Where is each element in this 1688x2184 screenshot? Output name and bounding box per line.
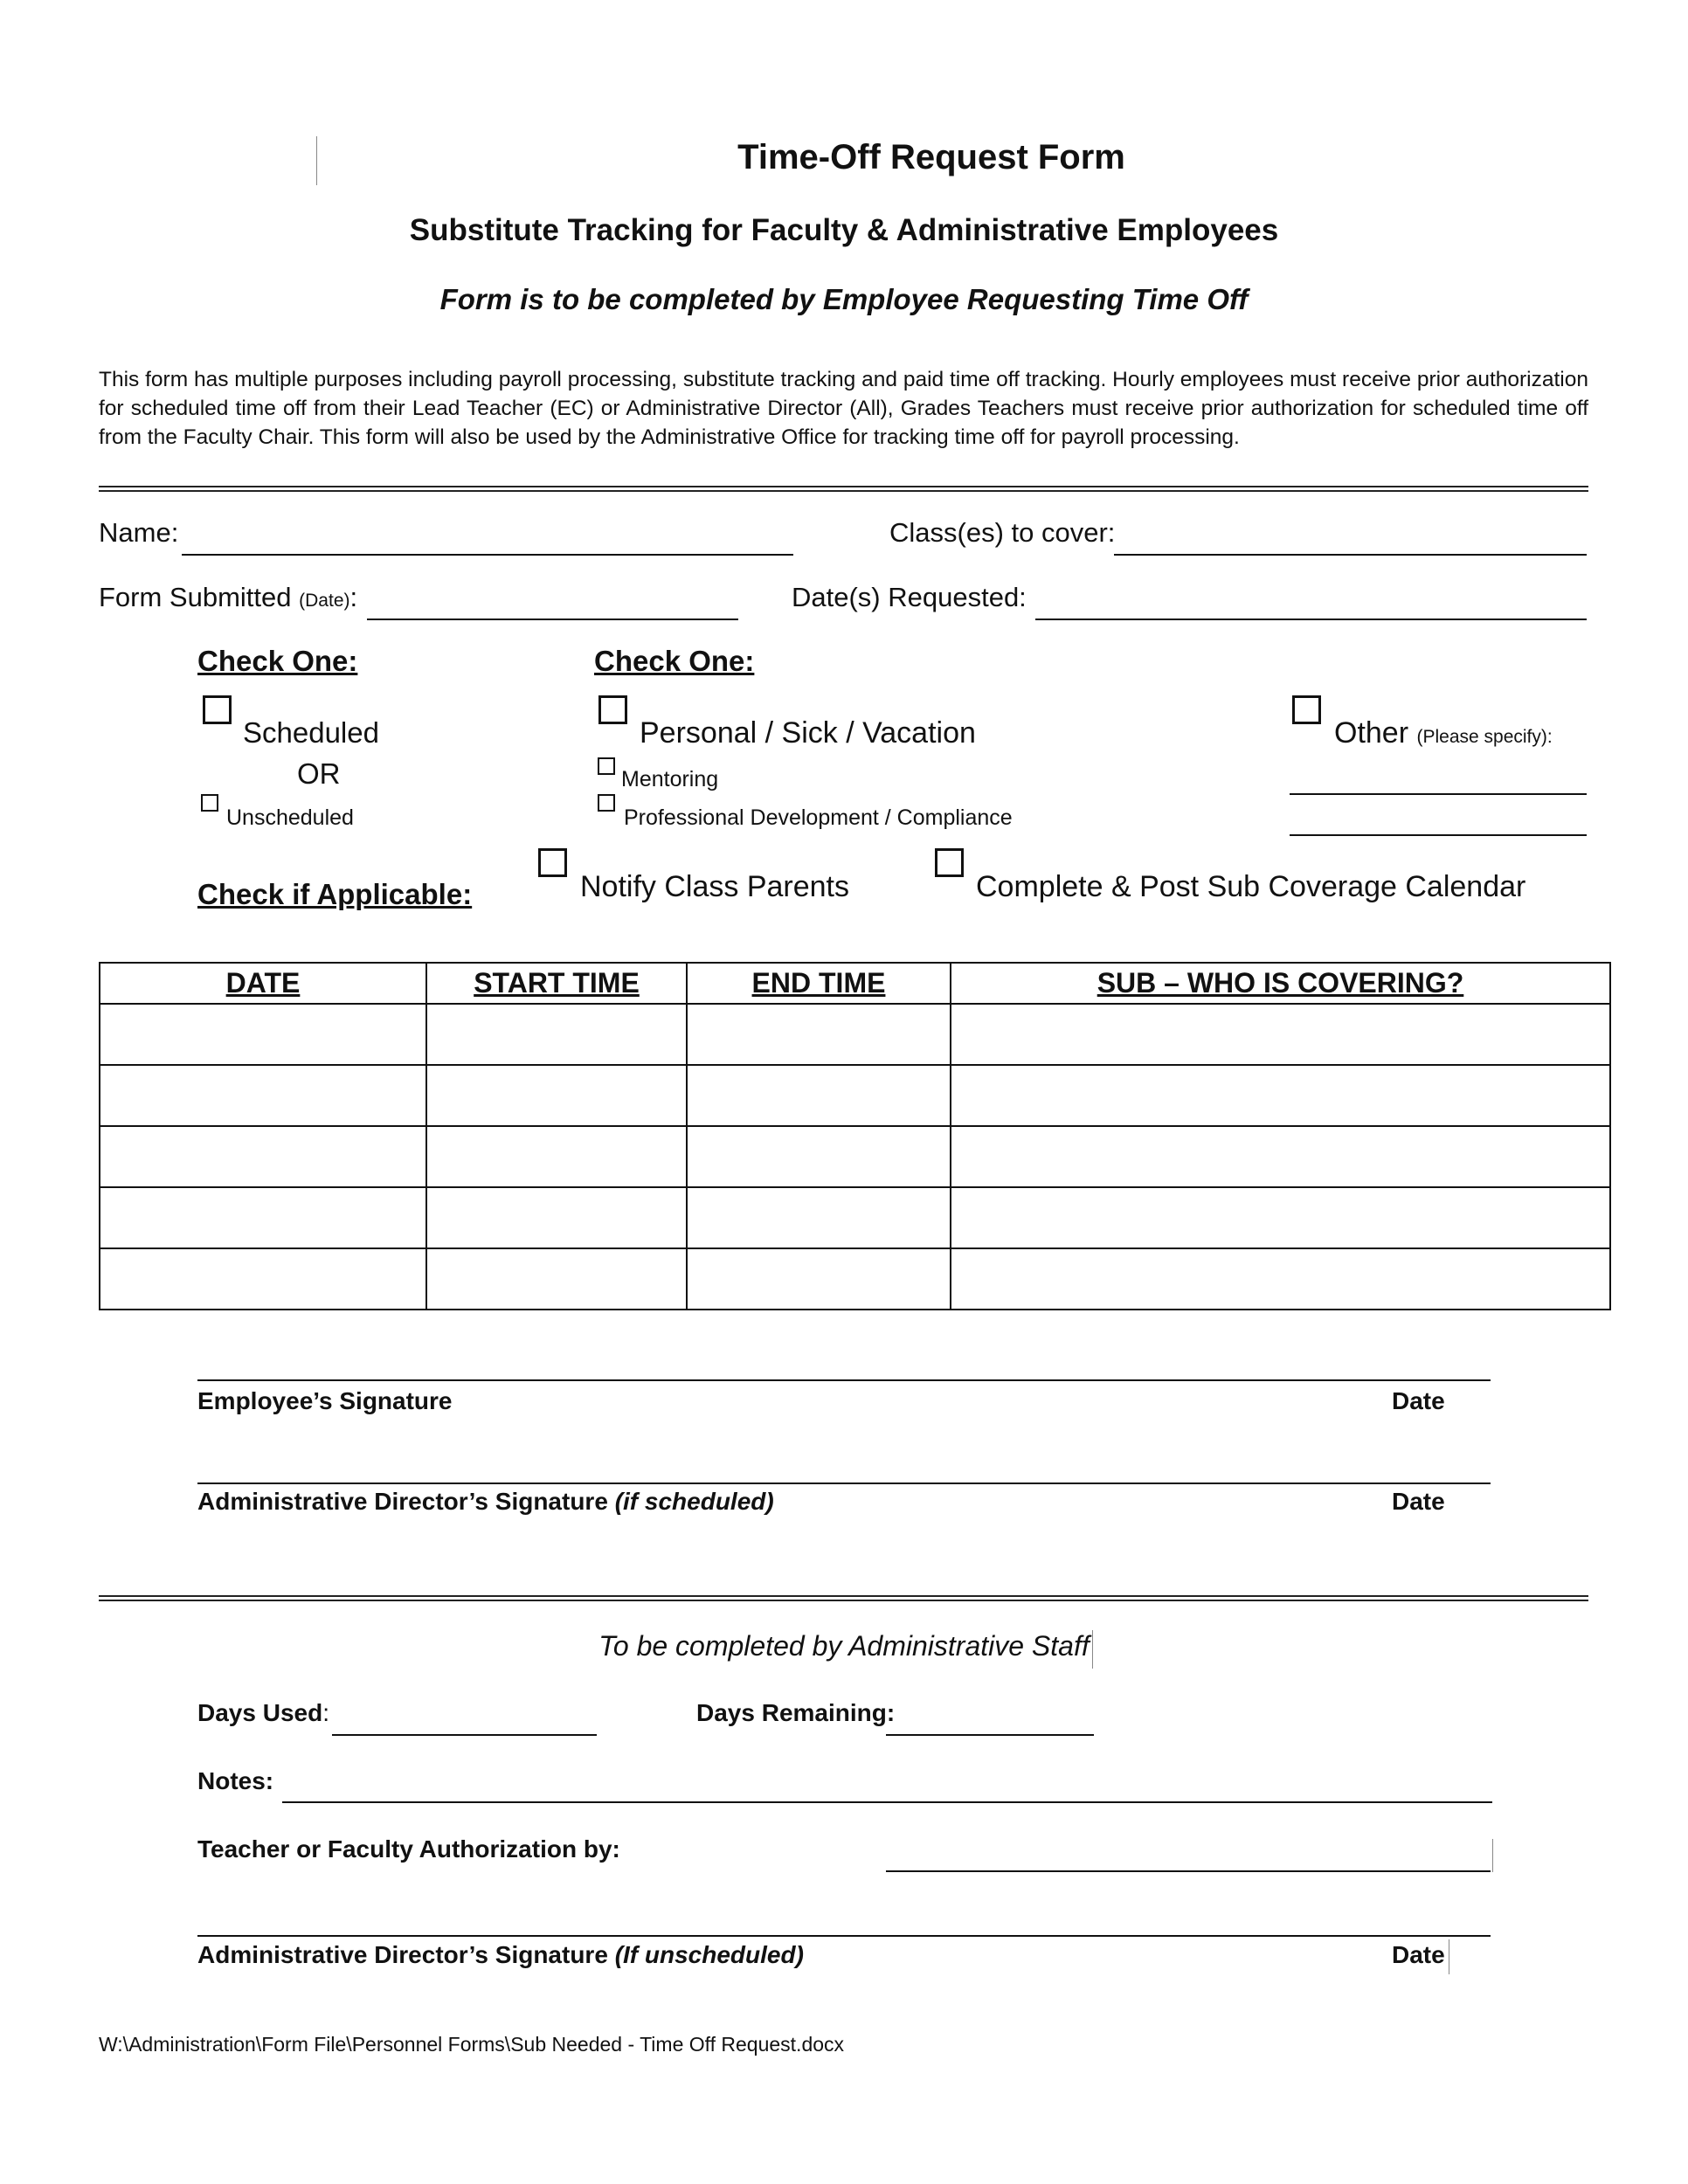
form-subtitle: Substitute Tracking for Faculty & Administrative Employees [409,213,1279,247]
other-checkbox[interactable] [1292,695,1321,724]
calendar-label: Complete & Post Sub Coverage Calendar [976,870,1526,903]
table-cell[interactable] [951,1126,1610,1187]
table-header-row [100,963,1610,1004]
other-specify-line-1[interactable] [1290,793,1587,795]
scheduled-label: Scheduled [243,716,379,749]
table-cell[interactable] [687,1004,951,1065]
submitted-label [99,582,357,613]
table-row [100,1126,1610,1187]
days-used-colon: : [322,1699,329,1726]
table-cell[interactable] [426,1065,687,1126]
table-cell[interactable] [100,1248,426,1310]
unscheduled-label: Unscheduled [226,805,354,830]
mentoring-checkbox[interactable] [598,757,615,775]
submitted-label-text: Form Submitted [99,582,292,612]
table-row [100,1004,1610,1065]
director-signature-note: (if scheduled) [614,1488,774,1515]
table-cell[interactable] [100,1126,426,1187]
check-one-heading-b: Check One: [594,645,755,677]
director-signature-line[interactable] [197,1482,1491,1484]
or-label: OR [297,757,341,790]
employee-signature-label: Employee’s Signature [197,1387,453,1414]
table-cell[interactable] [426,1248,687,1310]
file-path-footer: W:\Administration\Form File\Personnel Forms\Sub Needed - Time Off Request.docx [99,2033,845,2056]
director-unscheduled-date-label: Date [1392,1941,1445,1968]
table-cell[interactable] [951,1004,1610,1065]
director-date-label: Date [1392,1488,1445,1515]
section-divider [99,486,1588,492]
director-unscheduled-note: (If unscheduled) [614,1941,804,1968]
prof-dev-label: Professional Development / Compliance [624,805,1013,830]
mentoring-label: Mentoring [621,767,719,791]
authorization-label: Teacher or Faculty Authorization by: [197,1835,620,1863]
col-start-time: START TIME [426,963,687,1004]
table-cell[interactable] [426,1187,687,1248]
cursor-marker [1492,1839,1494,1872]
director-signature-text: Administrative Director’s Signature [197,1488,608,1515]
other-label-text: Other [1334,716,1409,750]
director-unscheduled-text: Administrative Director’s Signature [197,1941,608,1968]
director-signature-label [197,1488,774,1516]
cursor-marker [1092,1630,1094,1669]
col-sub: SUB – WHO IS COVERING? [951,963,1610,1004]
notify-parents-label: Notify Class Parents [580,870,849,903]
table-cell[interactable] [100,1065,426,1126]
classes-label: Class(es) to cover: [889,517,1116,548]
table-cell[interactable] [426,1004,687,1065]
intro-paragraph: This form has multiple purposes including payroll processing, substitute tracking and paid time off tracking. Hourly employees must receive prior authorization for scheduled time off from their Lead Teacher (EC) or Administrative Director (All), Grades Teachers must receive prior authorization for scheduled time off from the Faculty Chair. This form will also be used by the Administrative Office for tracking time off for payroll processing. [99,368,1588,449]
days-used-label [197,1699,329,1727]
submitted-date-field[interactable] [367,619,738,620]
table-row [100,1248,1610,1310]
dates-requested-field[interactable] [1035,619,1587,620]
cursor-marker [1449,1939,1450,1974]
table-cell[interactable] [951,1187,1610,1248]
employee-date-label: Date [1392,1387,1445,1414]
name-field[interactable] [182,554,793,556]
employee-signature-line[interactable] [197,1379,1491,1381]
director-unscheduled-signature-line[interactable] [197,1935,1491,1937]
personal-label: Personal / Sick / Vacation [640,716,976,750]
table-cell[interactable] [687,1248,951,1310]
submitted-label-colon: : [349,582,358,612]
calendar-checkbox[interactable] [935,848,964,877]
table-cell[interactable] [687,1187,951,1248]
table-cell[interactable] [951,1248,1610,1310]
other-specify-line-2[interactable] [1290,834,1587,836]
days-remaining-field[interactable] [886,1734,1094,1736]
dates-requested-label: Date(s) Requested: [792,582,1027,612]
col-date: DATE [100,963,426,1004]
unscheduled-checkbox[interactable] [201,794,218,812]
name-label: Name: [99,517,179,548]
notes-label: Notes: [197,1767,274,1794]
table-cell[interactable] [687,1126,951,1187]
table-cell[interactable] [426,1126,687,1187]
director-unscheduled-label [197,1941,804,1969]
classes-field[interactable] [1114,554,1587,556]
check-one-heading-a: Check One: [197,645,358,677]
authorization-field[interactable] [886,1870,1491,1872]
table-cell[interactable] [100,1004,426,1065]
table-cell[interactable] [687,1065,951,1126]
other-label-small: (Please specify): [1416,727,1553,747]
table-row [100,1065,1610,1126]
other-label [1334,716,1553,750]
days-remaining-label: Days Remaining: [696,1699,896,1726]
coverage-table [99,962,1611,1310]
col-end-time: END TIME [687,963,951,1004]
submitted-label-small: (Date) [299,591,350,611]
applicable-heading: Check if Applicable: [197,878,473,910]
prof-dev-checkbox[interactable] [598,794,615,812]
table-cell[interactable] [100,1187,426,1248]
personal-checkbox[interactable] [598,695,627,724]
form-instruction: Form is to be completed by Employee Requesting Time Off [439,283,1249,315]
admin-divider [99,1595,1588,1601]
notes-field[interactable] [282,1801,1492,1803]
days-used-text: Days Used [197,1699,323,1726]
admin-heading: To be completed by Administrative Staff [598,1630,1090,1662]
table-row [100,1187,1610,1248]
notify-parents-checkbox[interactable] [538,848,567,877]
days-used-field[interactable] [332,1734,597,1736]
scheduled-checkbox[interactable] [203,695,232,724]
form-title: Time-Off Request Form [737,138,1125,176]
table-cell[interactable] [951,1065,1610,1126]
